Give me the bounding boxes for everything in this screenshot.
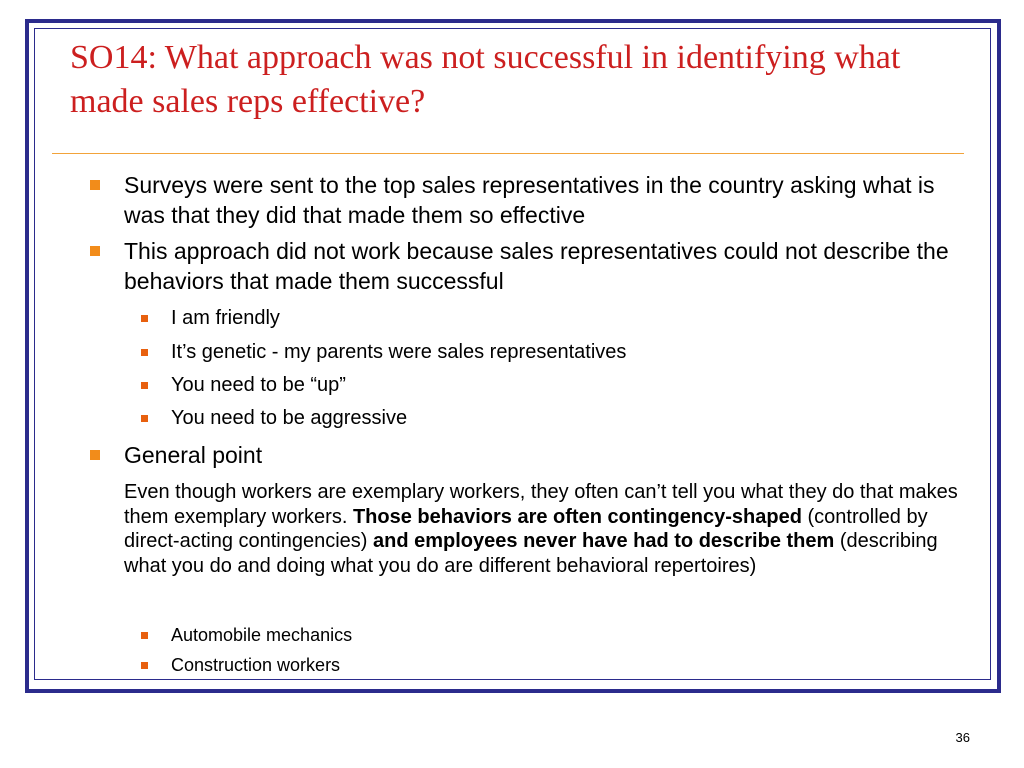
square-bullet-icon: [90, 450, 100, 460]
square-bullet-icon: [141, 315, 148, 322]
square-bullet-icon: [141, 662, 148, 669]
sub-bullet-text: It’s genetic - my parents were sales representatives: [171, 341, 627, 363]
sub-bullet-item: [171, 339, 951, 365]
paragraph-bold-text: Those behaviors are often contingency-shaped: [352, 505, 802, 528]
sub-bullet-text: Automobile mechanics: [171, 625, 353, 645]
square-bullet-icon: [141, 632, 148, 639]
sub-bullet-text: You need to be aggressive: [171, 407, 408, 429]
bullet-item: [124, 170, 964, 230]
square-bullet-icon: [141, 382, 148, 389]
slide-title: SO14: What approach was not successful in identifying what made sales reps effective?: [70, 39, 901, 120]
bullet-item: [124, 236, 964, 296]
square-bullet-icon: [90, 180, 100, 190]
bullet-text: Surveys were sent to the top sales representatives in the country asking what is was that they did that made them so effective: [124, 172, 935, 228]
sub-bullet-text: Construction workers: [171, 655, 341, 675]
title-divider: [52, 153, 964, 154]
sub-bullet-item: [171, 653, 951, 677]
paragraph-bold-text: and employees never have had to describe them: [373, 530, 835, 552]
square-bullet-icon: [90, 246, 100, 256]
page-number: 36: [955, 730, 970, 745]
square-bullet-icon: [141, 349, 148, 356]
paragraph-text: (describing what you do and doing what you do are different behavioral repertoires): [124, 530, 938, 577]
sub-bullet-item: [171, 623, 951, 647]
general-point-paragraph: [124, 480, 959, 578]
paragraph-text: (controlled by direct-acting contingencies): [124, 505, 928, 552]
bullet-item: [124, 440, 964, 470]
bullet-text: General point: [124, 442, 263, 468]
sub-bullet-text: I am friendly: [171, 307, 280, 329]
sub-bullet-item: [171, 372, 951, 398]
square-bullet-icon: [141, 415, 148, 422]
bullet-text: This approach did not work because sales representatives could not describe the behaviors that made them successful: [124, 238, 949, 294]
sub-bullet-item: [171, 305, 951, 331]
sub-bullet-item: [171, 405, 951, 431]
sub-bullet-text: You need to be “up”: [171, 374, 346, 396]
paragraph-text: Even though workers are exemplary workers, they often can’t tell you what they do that makes them exemplary workers.: [124, 481, 958, 528]
